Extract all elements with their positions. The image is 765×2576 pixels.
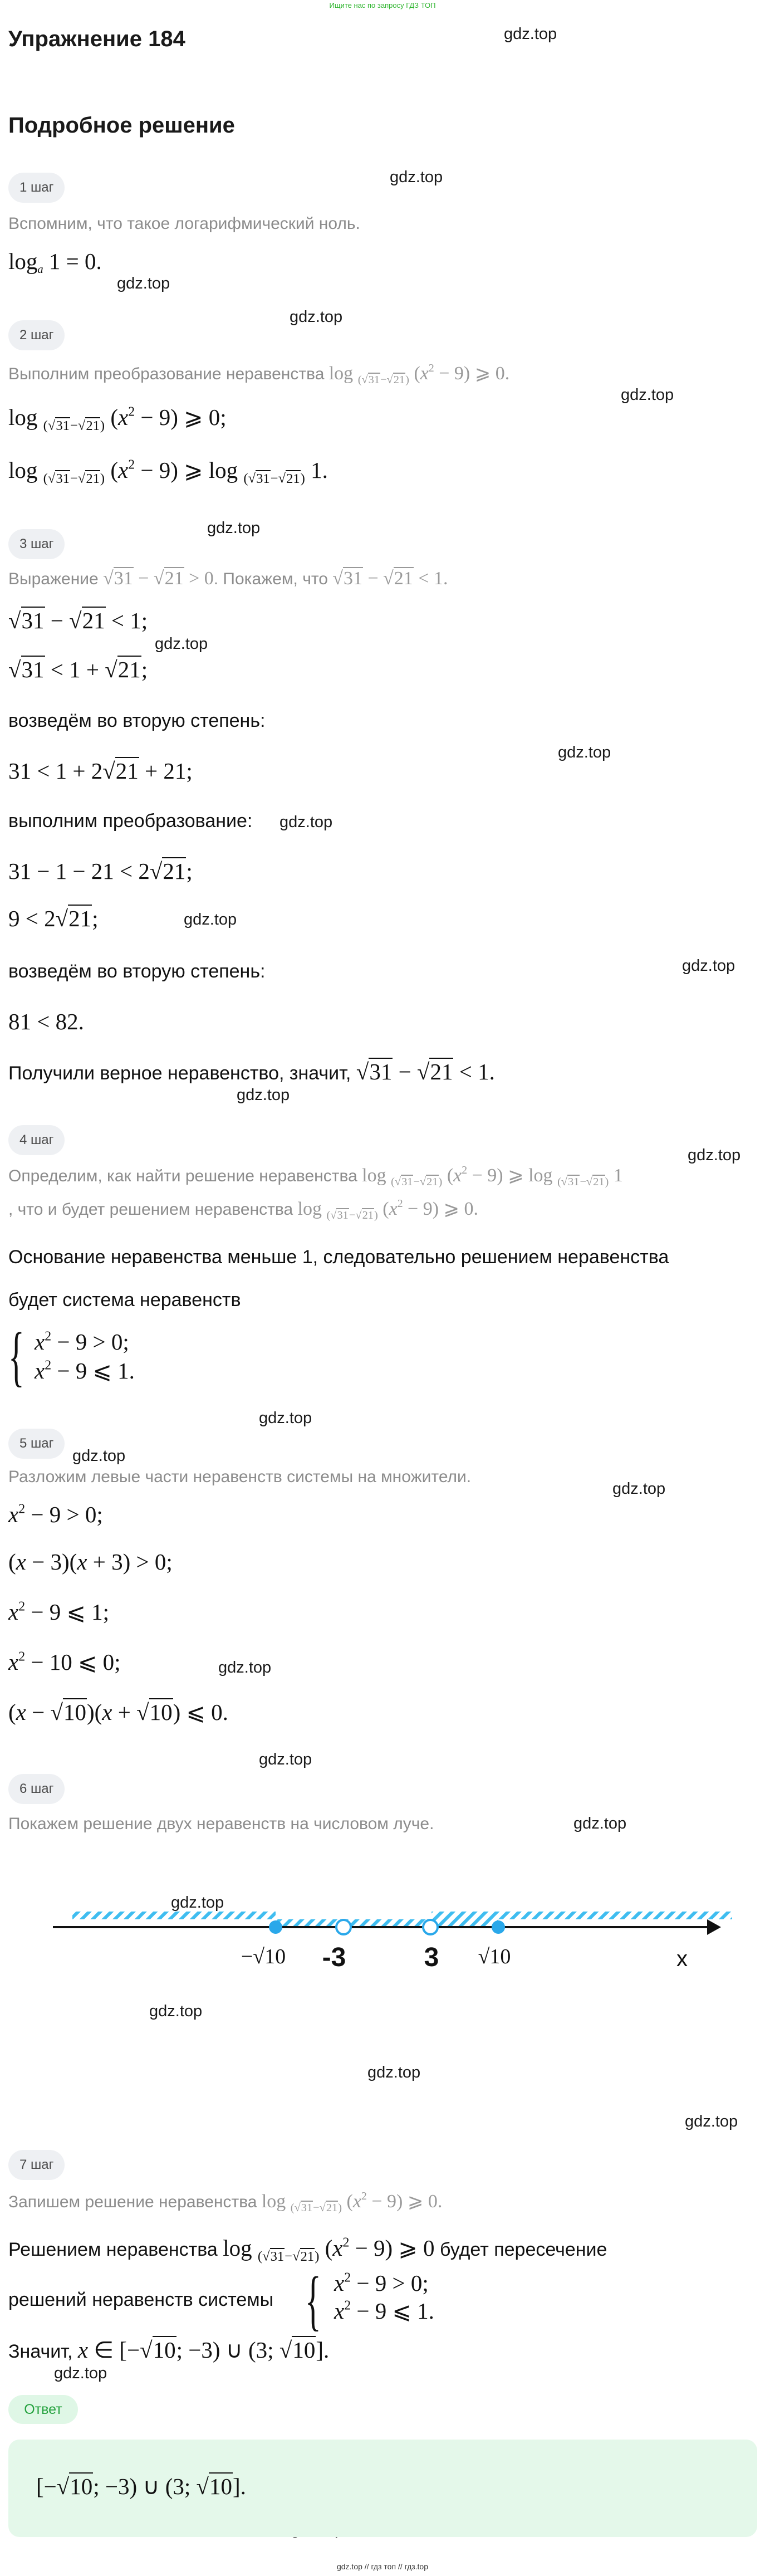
answer-formula: [−√10; −3) ∪ (3; √10]. — [36, 2474, 246, 2499]
watermark: gdz.top — [682, 957, 735, 975]
step-badge: 7 шаг — [8, 2150, 65, 2180]
text-line: возведём во вторую степень: — [8, 710, 266, 731]
label-sqrt10: √10 — [478, 1945, 511, 1968]
text-line: Основание неравенства меньше 1, следовательно решением неравенства — [8, 1247, 669, 1268]
step-note: Выражение √31 − √21 > 0. Покажем, что √31 − √21 < 1. — [8, 568, 448, 589]
watermark: gdz.top — [573, 1815, 627, 1832]
step-note-text: , что и будет решением неравенства — [8, 1200, 293, 1219]
text-line: Решением неравенства log $_{(√31-√21)}$ $(x^2 - 9)$ ⩾ 0 будет пересечение — [8, 2235, 607, 2264]
watermark: gdz.top — [504, 25, 557, 43]
axis-label-x: x — [676, 1947, 688, 1971]
formula: $x^2 - 9$ ⩽ 1. — [334, 2298, 434, 2324]
step-note: Запишем решение неравенства log $_{(√31-√21)}$ $(x^2 - 9)$ ⩾ 0. — [8, 2190, 443, 2215]
point-neg-sqrt10 — [269, 1920, 282, 1934]
answer-label: Ответ — [8, 2395, 78, 2424]
formula: $x^2 - 9 > 0$; — [8, 1502, 103, 1527]
watermark: gdz.top — [149, 2002, 203, 2020]
formula: $\log_a 1 = 0$. — [8, 248, 102, 276]
text-line: возведём во вторую степень: — [8, 961, 266, 982]
hatch-left — [72, 1912, 276, 1919]
formula: $x^2 - 9$ ⩽ 1; — [8, 1599, 109, 1625]
watermark: gdz.top — [558, 744, 611, 761]
formula: 9 < 2√21; — [8, 906, 99, 931]
watermark: gdz.top — [621, 386, 674, 404]
formula: log $_{(√31-√21)}$ $(x^2 - 9)$ ⩾ 0; — [8, 404, 227, 433]
formula: √31 < 1 + √21; — [8, 657, 148, 682]
formula: √31 − √21 < 1; — [8, 608, 148, 633]
watermark: gdz.top — [184, 911, 237, 928]
text-line: Получили верное неравенство, значит, √31 − √21 < 1. — [8, 1059, 495, 1084]
formula: $x^2 - 9$ ⩽ 1. — [35, 1358, 135, 1384]
formula: (x − √10)(x + √10) ⩽ 0. — [8, 1699, 228, 1725]
label-neg-sqrt10: −√10 — [241, 1945, 286, 1968]
watermark: gdz.top — [72, 1447, 126, 1465]
formula: $x^2 - 10$ ⩽ 0; — [8, 1649, 121, 1675]
watermark: gdz.top — [259, 1751, 312, 1768]
watermark: gdz.top — [259, 1409, 312, 1427]
text-line: будет система неравенств — [8, 1289, 241, 1311]
number-line — [0, 1910, 765, 2005]
text-line-part: Значит, — [8, 2341, 73, 2362]
watermark: gdz.top — [54, 2364, 107, 2382]
watermark: gdz.top — [237, 1086, 290, 1104]
watermark: gdz.top — [207, 519, 261, 537]
watermark: gdz.top — [218, 1659, 272, 1676]
step-note: Разложим левые части неравенств системы на множители. — [8, 1468, 472, 1486]
text-line: решений неравенств системы — [8, 2289, 274, 2310]
step-note-text: Выполним преобразование неравенства — [8, 365, 325, 383]
watermark: gdz.top — [685, 2113, 738, 2130]
text-line-part: будет пересечение — [439, 2239, 607, 2260]
step-badge: 6 шаг — [8, 1774, 65, 1804]
step-note-text: Определим, как найти решение неравенства — [8, 1167, 357, 1185]
text-line-part: Решением неравенства — [8, 2239, 218, 2260]
step-badge: 4 шаг — [8, 1125, 65, 1155]
page-title: Упражнение 184 — [8, 27, 185, 51]
formula: (x − 3)(x + 3) > 0; — [8, 1549, 173, 1575]
step-note: Определим, как найти решение неравенства log $_{(√31-√21)}$ $(x^2 - 9)$ ⩾ log $_{(√31-√21)}$ 1 — [8, 1164, 623, 1189]
label-neg-3: -3 — [322, 1943, 346, 1972]
step-note: , что и будет решением неравенства log $_{(√31-√21)}$ $(x^2 - 9)$ ⩾ 0. — [8, 1197, 479, 1222]
step-badge: 2 шаг — [8, 320, 65, 350]
watermark: gdz.top — [390, 168, 443, 186]
step-note: Вспомним, что такое логарифмический ноль. — [8, 214, 360, 233]
watermark: gdz.top — [117, 275, 170, 292]
hatch-right — [431, 1912, 732, 1919]
formula: 81 < 82. — [8, 1009, 84, 1034]
formula: log $_{(√31-√21)}$ $(x^2 - 9)$ ⩾ log $_{(√31-√21)}$ 1. — [8, 457, 328, 486]
watermark: gdz.top — [688, 1146, 741, 1164]
formula: 31 − 1 − 21 < 2√21; — [8, 858, 193, 884]
point-3 — [423, 1920, 438, 1934]
step-note-text: . Покажем, что — [213, 570, 328, 588]
step-note-text: Выражение — [8, 570, 99, 588]
step-note: Покажем решение двух неравенств на числовом луче. — [8, 1815, 434, 1833]
step-badge: 3 шаг — [8, 529, 65, 559]
section-title: Подробное решение — [8, 113, 235, 138]
step-badge: 5 шаг — [8, 1429, 65, 1459]
point-neg-3 — [336, 1920, 351, 1934]
footer: gdz.top // гдз топ // гдз.top — [336, 2562, 429, 2571]
text-line: выполним преобразование: — [8, 810, 253, 832]
top-note: Ищите нас по запросу ГДЗ ТОП — [329, 1, 436, 9]
watermark: gdz.top — [171, 1894, 224, 1912]
text-line: Значит, x ∈ [−√10; −3) ∪ (3; √10]. — [8, 2337, 330, 2363]
watermark: gdz.top — [290, 308, 343, 326]
watermark: gdz.top — [155, 635, 208, 653]
step-badge: 1 шаг — [8, 173, 65, 203]
system-brace: { — [8, 1319, 24, 1393]
text-line-part: Получили верное неравенство, значит, — [8, 1063, 351, 1084]
watermark: gdz.top — [367, 2064, 421, 2081]
system-brace: { — [305, 2263, 321, 2337]
point-sqrt10 — [492, 1920, 505, 1934]
formula: $x^2 - 9 > 0$; — [35, 1329, 129, 1355]
step-note-text: Запишем решение неравенства — [8, 2193, 257, 2211]
hatch-bottom — [276, 1919, 498, 1927]
step-note: Выполним преобразование неравенства log $_{(√31-√21)}$ $(x^2 - 9)$ ⩾ 0. — [8, 362, 510, 387]
formula: 31 < 1 + 2√21 + 21; — [8, 758, 193, 784]
axis-arrow — [707, 1919, 721, 1935]
watermark: gdz.top — [279, 813, 333, 831]
label-3: 3 — [424, 1943, 439, 1972]
formula: $x^2 - 9 > 0$; — [334, 2270, 429, 2296]
watermark: gdz.top — [612, 1480, 666, 1498]
